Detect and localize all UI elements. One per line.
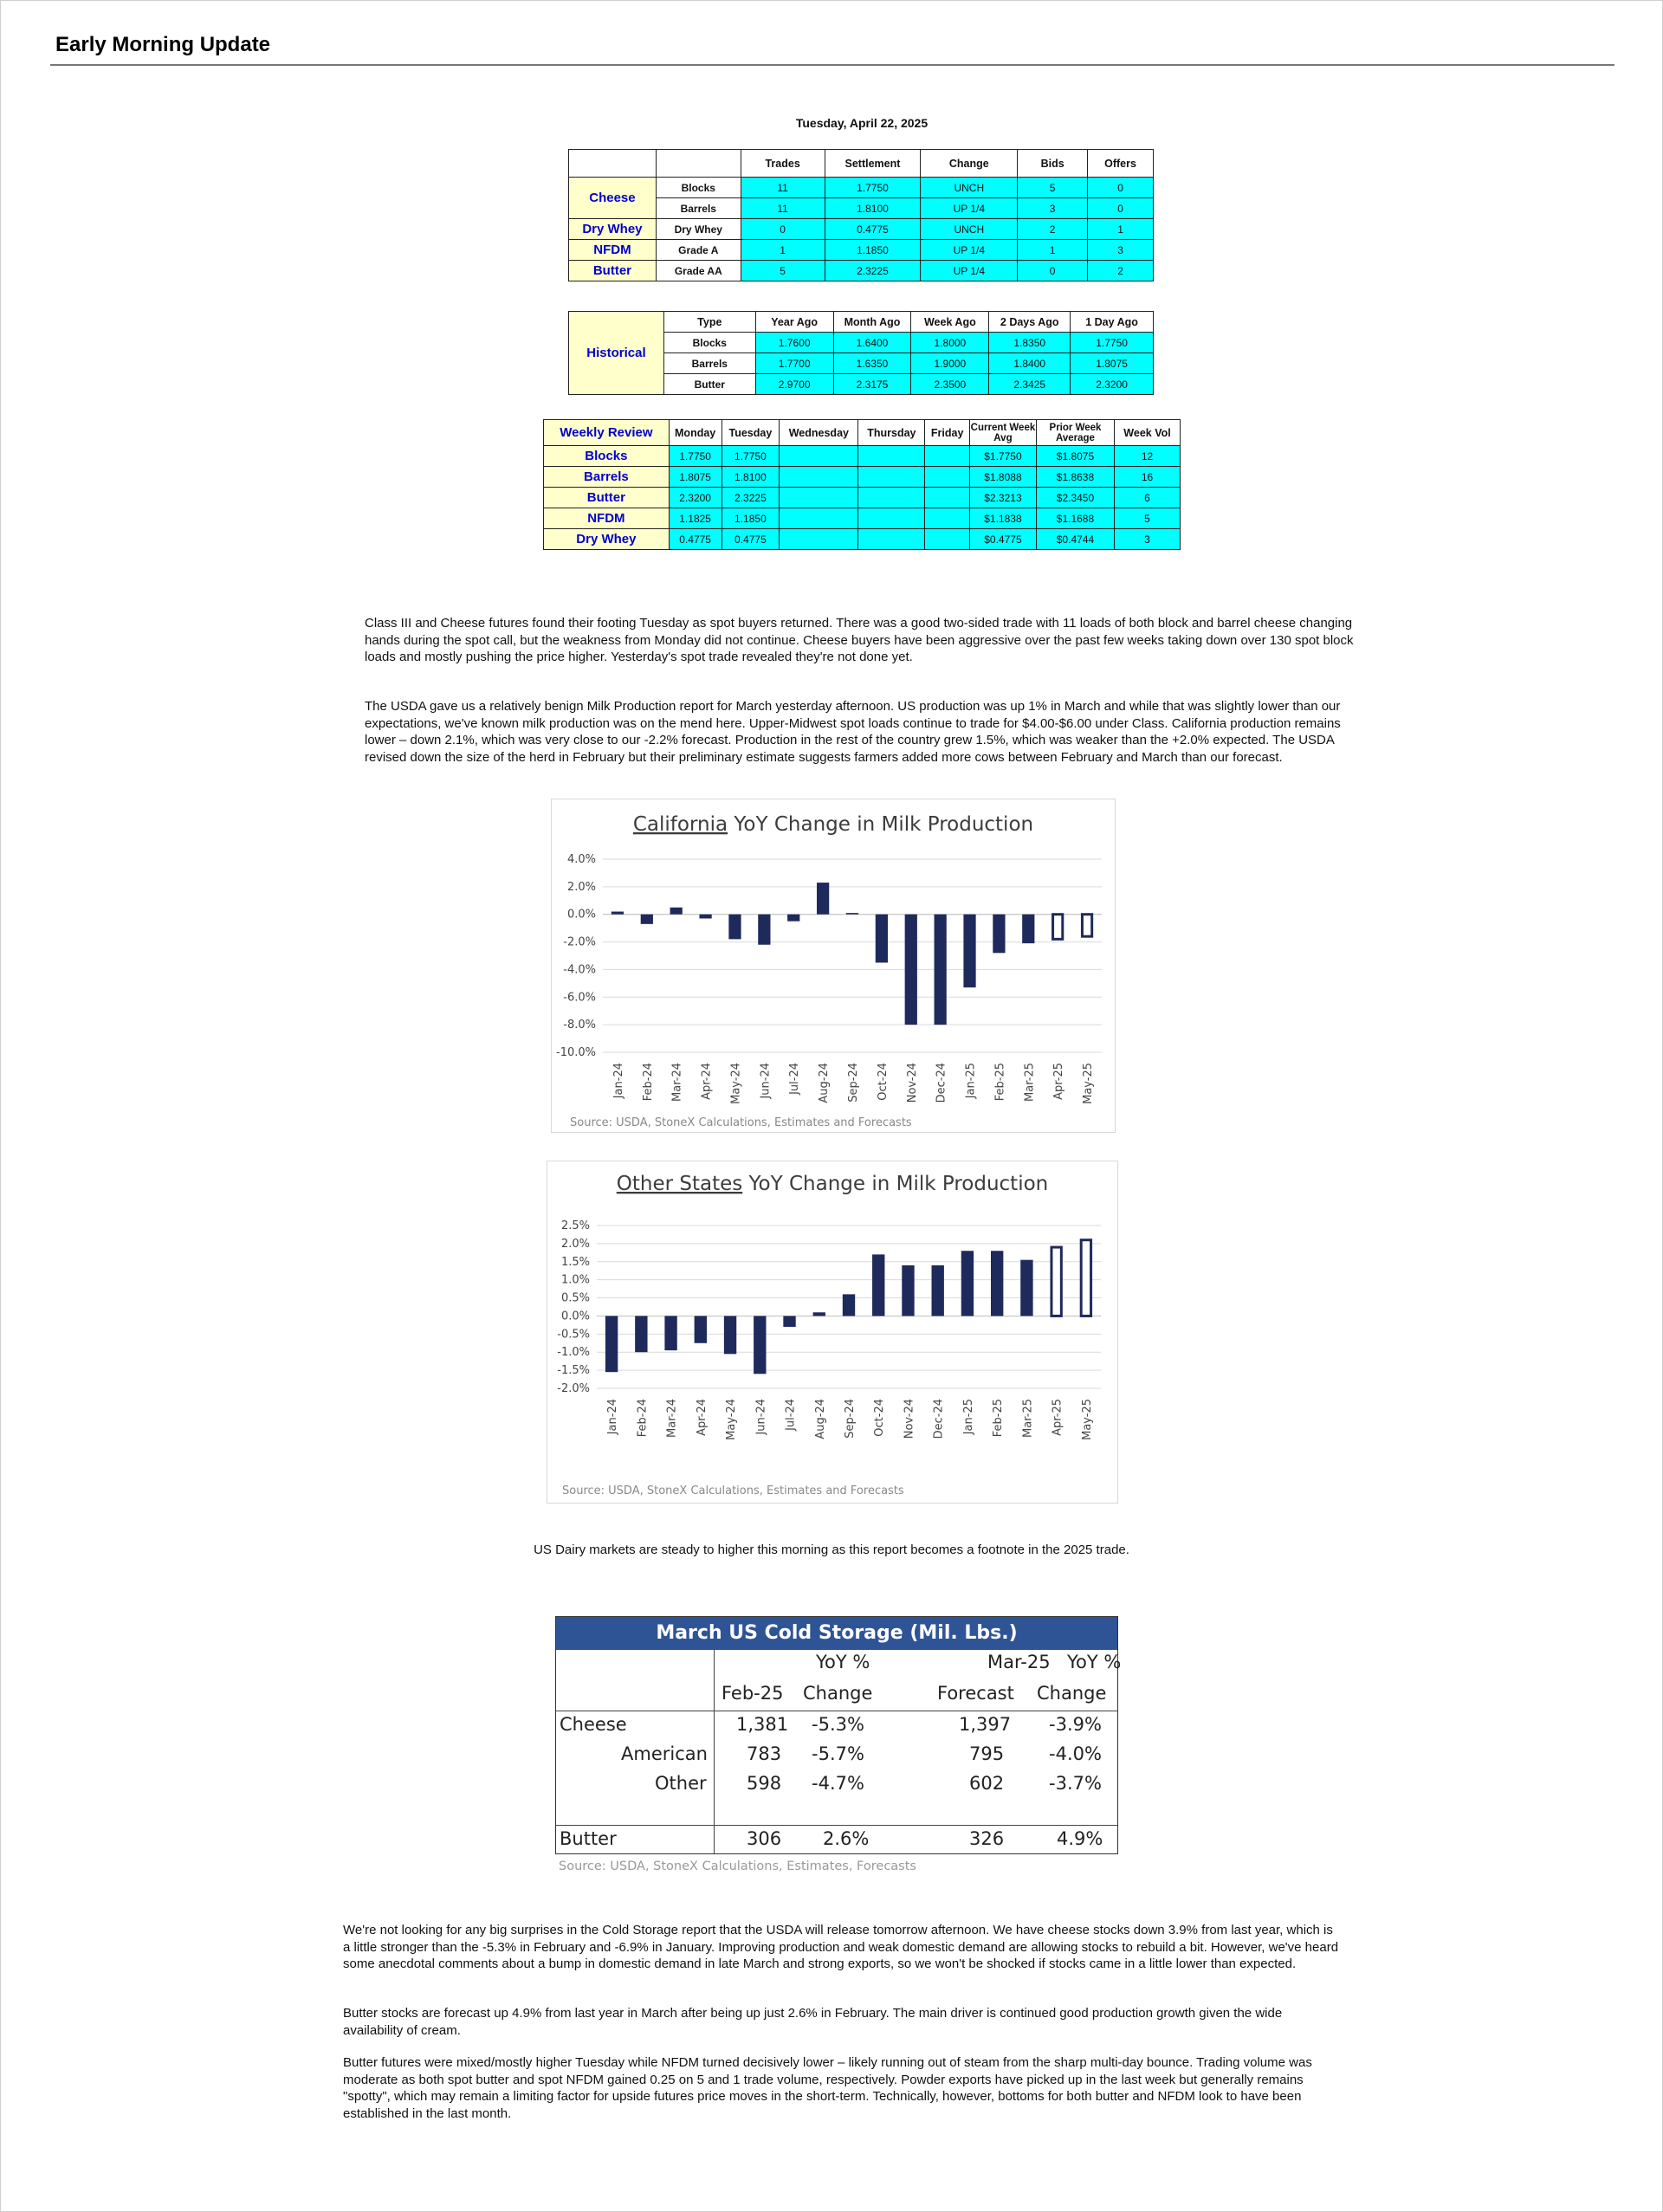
bar bbox=[695, 1316, 707, 1342]
table-cell: 5 bbox=[1115, 508, 1181, 529]
table-cell: 0.4775 bbox=[721, 529, 780, 550]
table-cell: 2.3425 bbox=[989, 374, 1071, 395]
table-cell bbox=[925, 446, 970, 467]
column-header: 1 Day Ago bbox=[1071, 312, 1154, 333]
table-cell: 2.6% bbox=[823, 1828, 870, 1849]
table-cell: $1.8088 bbox=[969, 467, 1036, 488]
header-cell: Change bbox=[803, 1683, 873, 1704]
table-cell: UP 1/4 bbox=[921, 240, 1018, 261]
row-label-butter: Butter bbox=[560, 1828, 617, 1849]
table-cell: -3.7% bbox=[1049, 1773, 1102, 1794]
header-cell: Feb-25 bbox=[721, 1683, 784, 1704]
column-header: Bids bbox=[1018, 150, 1088, 178]
row-label: Blocks bbox=[544, 446, 670, 467]
table-cell: 2.3225 bbox=[825, 261, 921, 281]
table-cell: 0.4775 bbox=[825, 219, 921, 240]
x-tick-label: Apr-25 bbox=[1052, 1063, 1066, 1100]
table-cell: 6 bbox=[1115, 488, 1181, 508]
table-cell: 5 bbox=[741, 261, 825, 281]
column-header: 2 Days Ago bbox=[989, 312, 1071, 333]
row-label: Grade AA bbox=[656, 261, 741, 281]
cold-storage-title: March US Cold Storage (Mil. Lbs.) bbox=[556, 1617, 1117, 1650]
group-label-dry-whey: Dry Whey bbox=[569, 219, 657, 240]
table-cell: $1.1838 bbox=[969, 508, 1036, 529]
header-cell: Mar-25 bbox=[987, 1652, 1051, 1672]
x-tick-label: Mar-25 bbox=[1021, 1399, 1035, 1438]
table-cell bbox=[925, 529, 970, 550]
bar bbox=[843, 1294, 855, 1316]
y-tick-label: -1.0% bbox=[557, 1346, 590, 1360]
table-cell: UNCH bbox=[921, 178, 1018, 198]
table-cell bbox=[858, 529, 925, 550]
group-label-nfdm: NFDM bbox=[569, 240, 657, 261]
california-yoy-chart bbox=[551, 799, 1116, 1133]
y-tick-label: 0.0% bbox=[560, 1310, 590, 1323]
table-cell: 4.9% bbox=[1057, 1828, 1103, 1849]
y-tick-label: -2.0% bbox=[563, 935, 596, 949]
forecast-bar bbox=[1082, 915, 1091, 936]
row-label: Blocks bbox=[656, 178, 741, 198]
table-cell: 1 bbox=[1088, 219, 1154, 240]
table-cell bbox=[780, 488, 858, 508]
bar bbox=[605, 1316, 618, 1372]
row-label-cheese: Cheese bbox=[560, 1714, 627, 1735]
table-cell: 0 bbox=[1088, 198, 1154, 219]
table-cell: $1.7750 bbox=[969, 446, 1036, 467]
group-label-cheese: Cheese bbox=[569, 178, 657, 219]
y-tick-label: 0.5% bbox=[560, 1291, 590, 1305]
table-cell: 1.1825 bbox=[669, 508, 721, 529]
column-header: Offers bbox=[1088, 150, 1154, 178]
x-tick-label: Feb-25 bbox=[993, 1063, 1007, 1102]
table-cell: 1.8000 bbox=[911, 333, 989, 353]
table-cell: -3.9% bbox=[1049, 1714, 1102, 1735]
table-cell: 1.6400 bbox=[833, 333, 911, 353]
bar bbox=[1022, 915, 1034, 943]
bar bbox=[635, 1316, 647, 1352]
column-header: Wednesday bbox=[780, 420, 858, 446]
bar bbox=[783, 1316, 795, 1327]
table-cell: 2 bbox=[1088, 261, 1154, 281]
table-cell: $2.3213 bbox=[969, 488, 1036, 508]
chart-source: Source: USDA, StoneX Calculations, Estimates and Forecasts bbox=[562, 1484, 904, 1497]
column-header: Settlement bbox=[825, 150, 921, 178]
x-tick-label: Sep-24 bbox=[847, 1063, 860, 1103]
x-tick-label: Apr-25 bbox=[1051, 1399, 1064, 1436]
x-tick-label: Jul-24 bbox=[788, 1063, 802, 1095]
x-tick-label: May-24 bbox=[725, 1399, 739, 1440]
x-tick-label: Nov-24 bbox=[903, 1399, 916, 1439]
table-cell bbox=[858, 446, 925, 467]
table-cell: 0 bbox=[1088, 178, 1154, 198]
market-table bbox=[568, 149, 1154, 281]
x-tick-label: Jun-24 bbox=[754, 1399, 768, 1435]
y-tick-label: -10.0% bbox=[556, 1046, 596, 1059]
x-tick-label: Mar-24 bbox=[665, 1399, 679, 1438]
paragraph-butter-stocks: Butter stocks are forecast up 4.9% from last year in March after being up just 2.6% in February. The main driver is continued good production growth given the wide availability of cream. bbox=[343, 2006, 1283, 2038]
paragraph-markets-steady: US Dairy markets are steady to higher this morning as this report becomes a footnote in the 2025 trade. bbox=[534, 1543, 1129, 1557]
table-cell: 0 bbox=[741, 219, 825, 240]
column-header: Friday bbox=[925, 420, 970, 446]
table-cell: 11 bbox=[741, 178, 825, 198]
row-label: Barrels bbox=[656, 198, 741, 219]
weekly-review-label: Weekly Review bbox=[544, 420, 670, 446]
bar bbox=[961, 1251, 974, 1316]
bar bbox=[611, 912, 624, 915]
chart-title: Other States YoY Change in Milk Production bbox=[616, 1173, 1049, 1195]
chart-border bbox=[547, 1161, 1118, 1504]
x-tick-label: Jun-24 bbox=[759, 1063, 773, 1099]
table-cell: 0 bbox=[1018, 261, 1088, 281]
bar bbox=[813, 1312, 825, 1316]
x-tick-label: Oct-24 bbox=[876, 1063, 890, 1101]
bar bbox=[991, 1251, 1003, 1316]
paragraph-milk-production: The USDA gave us a relatively benign Milk Production report for March yesterday afternoon. US production was up 1% in March and while that was slightly lower than our expectations, we've known milk production was on the mend here. Upper-Midwest spot loads continue to trade for $4.00-$6.00 under Class. California production remains lower – down 2.1%, which was very close to our -2.2% forecast. Production in the rest of the country grew 1.5%, which was weaker than the +2.0% expected. The USDA revised down the size of the herd in February but their preliminary estimate suggests farmers added more cows between February and March than our forecast. bbox=[365, 699, 1341, 765]
bar bbox=[872, 1254, 884, 1316]
y-tick-label: 2.0% bbox=[560, 1237, 590, 1251]
table-cell: 0.4775 bbox=[669, 529, 721, 550]
x-tick-label: Jan-25 bbox=[964, 1063, 978, 1099]
table-cell: 1.7600 bbox=[755, 333, 833, 353]
y-tick-label: -2.0% bbox=[557, 1382, 590, 1395]
paragraph-cold-storage: We're not looking for any big surprises in the Cold Storage report that the USDA will release tomorrow afternoon. We have cheese stocks down 3.9% from last year, which is a little stronger than the -5.3% in February and -6.9% in January. Improving production and weak domestic demand are allowing stocks to rebuild a bit. However, we've heard some anecdotal comments about a bump in domestic demand in late March and strong exports, so we won't be shocked if stocks came in a little lower than expected. bbox=[343, 1923, 1339, 1971]
table-cell bbox=[780, 529, 858, 550]
column-header: Current Week Avg bbox=[969, 420, 1036, 446]
y-tick-label: -6.0% bbox=[563, 991, 596, 1005]
table-cell: 1.7750 bbox=[669, 446, 721, 467]
table-cell: 326 bbox=[969, 1828, 1005, 1849]
x-tick-label: Feb-25 bbox=[992, 1399, 1006, 1438]
y-tick-label: -4.0% bbox=[563, 963, 596, 977]
column-header: Change bbox=[921, 150, 1018, 178]
table-cell bbox=[925, 508, 970, 529]
historical-table bbox=[568, 311, 1154, 395]
header-cell: Forecast bbox=[937, 1683, 1014, 1704]
row-label: NFDM bbox=[544, 508, 670, 529]
table-cell: 1.1850 bbox=[721, 508, 780, 529]
y-tick-label: -8.0% bbox=[563, 1019, 596, 1032]
table-cell: 1.1850 bbox=[825, 240, 921, 261]
y-tick-label: 1.5% bbox=[560, 1255, 590, 1269]
bar bbox=[728, 915, 741, 940]
table-cell: 16 bbox=[1115, 467, 1181, 488]
chart-title: California YoY Change in Milk Production bbox=[632, 813, 1034, 836]
table-cell: $1.8075 bbox=[1036, 446, 1114, 467]
row-label: Butter bbox=[663, 374, 755, 395]
row-label: Grade A bbox=[656, 240, 741, 261]
table-cell: -5.3% bbox=[812, 1714, 864, 1735]
column-header: Type bbox=[663, 312, 755, 333]
y-tick-label: -0.5% bbox=[557, 1328, 590, 1342]
column-header: Trades bbox=[741, 150, 825, 178]
table-cell: 783 bbox=[747, 1743, 782, 1764]
table-cell: $1.8638 bbox=[1036, 467, 1114, 488]
bar bbox=[699, 915, 711, 919]
x-tick-label: Jan-24 bbox=[606, 1399, 620, 1435]
x-tick-label: Apr-24 bbox=[700, 1063, 714, 1100]
x-tick-label: Mar-25 bbox=[1023, 1063, 1037, 1102]
x-tick-label: Oct-24 bbox=[873, 1399, 887, 1437]
market-date: Tuesday, April 22, 2025 bbox=[795, 116, 929, 130]
table-cell: 1.7750 bbox=[1071, 333, 1154, 353]
forecast-bar bbox=[1052, 1247, 1061, 1316]
table-cell: 1 bbox=[741, 240, 825, 261]
table-cell bbox=[780, 446, 858, 467]
table-cell: 598 bbox=[747, 1773, 782, 1794]
x-tick-label: Aug-24 bbox=[813, 1399, 827, 1439]
table-cell: 3 bbox=[1088, 240, 1154, 261]
x-tick-label: May-25 bbox=[1080, 1399, 1094, 1440]
bar bbox=[905, 915, 917, 1025]
table-cell bbox=[858, 488, 925, 508]
table-cell: -5.7% bbox=[812, 1743, 864, 1764]
y-tick-label: 0.0% bbox=[566, 908, 596, 922]
table-cell: 1.6350 bbox=[833, 353, 911, 374]
bar bbox=[935, 915, 947, 1025]
x-tick-label: May-25 bbox=[1082, 1063, 1096, 1104]
y-tick-label: 4.0% bbox=[566, 853, 596, 866]
table-cell: 602 bbox=[969, 1773, 1005, 1794]
bar bbox=[664, 1316, 676, 1350]
table-cell: 1.8075 bbox=[1071, 353, 1154, 374]
table-cell: $0.4775 bbox=[969, 529, 1036, 550]
table-cell: $1.1688 bbox=[1036, 508, 1114, 529]
column-header: Week Ago bbox=[911, 312, 989, 333]
table-cell: 1.7750 bbox=[721, 446, 780, 467]
other-states-yoy-chart bbox=[547, 1161, 1118, 1504]
table-cell: UP 1/4 bbox=[921, 198, 1018, 219]
x-tick-label: Feb-24 bbox=[636, 1399, 650, 1438]
table-cell bbox=[858, 467, 925, 488]
table-cell: 306 bbox=[747, 1828, 782, 1849]
row-label: Butter bbox=[544, 488, 670, 508]
row-label: Barrels bbox=[663, 353, 755, 374]
cold-storage-table bbox=[555, 1616, 1122, 1854]
header-cell: YoY % bbox=[1067, 1652, 1122, 1672]
column-header: Tuesday bbox=[721, 420, 780, 446]
row-label: Dry Whey bbox=[656, 219, 741, 240]
title-divider bbox=[50, 64, 1614, 66]
table-cell: 1,381 bbox=[736, 1714, 789, 1735]
bar bbox=[787, 915, 799, 922]
x-tick-label: Sep-24 bbox=[844, 1399, 857, 1439]
row-label-american: American bbox=[621, 1743, 708, 1764]
table-cell: 2.9700 bbox=[755, 374, 833, 395]
table-cell: UP 1/4 bbox=[921, 261, 1018, 281]
paragraph-butter-futures: Butter futures were mixed/mostly higher Tuesday while NFDM turned decisively lower – likely running out of steam from the sharp multi-day bounce. Trading volume was moderate as both spot butter and spot NFDM gained 0.25 on 5 and 1 trade volume, respectively. Powder exports have picked up in the last week but generally remains "spotty", which may remain a limiting factor for upside futures price moves in the short-term. Technically, however, bottoms for both butter and NFDM look to have been established in the last month. bbox=[343, 2055, 1312, 2121]
paragraph-futures: Class III and Cheese futures found their footing Tuesday as spot buyers returned. There was a good two-sided trade with 11 loads of both block and barrel cheese changing hands during the spot call, but the weakness from Monday did not continue. Cheese buyers have been aggressive over the past few weeks taking down over 130 spot block loads and mostly pushing the price higher. Yesterday's spot trade revealed they're not done yet. bbox=[365, 616, 1354, 664]
x-tick-label: Nov-24 bbox=[905, 1063, 919, 1103]
bar bbox=[846, 913, 858, 915]
header-cell: Change bbox=[1037, 1683, 1107, 1704]
table-cell: $0.4744 bbox=[1036, 529, 1114, 550]
cold-storage-divider bbox=[556, 1825, 1117, 1826]
row-label: Barrels bbox=[544, 467, 670, 488]
header-cell: YoY % bbox=[816, 1652, 870, 1672]
bar bbox=[993, 915, 1005, 954]
column-header: Year Ago bbox=[755, 312, 833, 333]
table-cell: 3 bbox=[1115, 529, 1181, 550]
table-cell: 1.8100 bbox=[721, 467, 780, 488]
table-cell: UNCH bbox=[921, 219, 1018, 240]
bar bbox=[902, 1265, 914, 1316]
table-cell: 1 bbox=[1018, 240, 1088, 261]
x-tick-label: Aug-24 bbox=[818, 1063, 832, 1103]
page-title: Early Morning Update bbox=[55, 33, 271, 56]
x-tick-label: Jan-25 bbox=[961, 1399, 975, 1435]
x-tick-label: Mar-24 bbox=[670, 1063, 684, 1102]
cold-storage-source: Source: USDA, StoneX Calculations, Estimates, Forecasts bbox=[559, 1860, 916, 1873]
table-cell: 1.9000 bbox=[911, 353, 989, 374]
table-cell: 12 bbox=[1115, 446, 1181, 467]
bar bbox=[817, 883, 829, 915]
x-tick-label: Apr-24 bbox=[695, 1399, 709, 1436]
table-cell: 2 bbox=[1018, 219, 1088, 240]
table-cell bbox=[858, 508, 925, 529]
column-header: Monday bbox=[669, 420, 721, 446]
x-tick-label: Dec-24 bbox=[932, 1399, 946, 1439]
bar bbox=[932, 1265, 944, 1316]
group-label-butter: Butter bbox=[569, 261, 657, 281]
bar bbox=[754, 1316, 766, 1374]
forecast-bar bbox=[1081, 1240, 1090, 1316]
table-cell: 795 bbox=[969, 1743, 1005, 1764]
table-cell: 1.8075 bbox=[669, 467, 721, 488]
table-cell: 1.8350 bbox=[989, 333, 1071, 353]
x-tick-label: Jul-24 bbox=[784, 1399, 798, 1431]
bar bbox=[876, 915, 888, 963]
bar bbox=[758, 915, 770, 945]
x-tick-label: Jan-24 bbox=[611, 1063, 625, 1099]
column-header: Prior Week Average bbox=[1036, 420, 1114, 446]
cold-storage-divider bbox=[714, 1650, 715, 1853]
table-cell: $2.3450 bbox=[1036, 488, 1114, 508]
table-cell bbox=[925, 488, 970, 508]
table-cell bbox=[780, 467, 858, 488]
y-tick-label: 2.0% bbox=[566, 880, 596, 894]
historical-label: Historical bbox=[569, 312, 664, 395]
table-cell: 2.3175 bbox=[833, 374, 911, 395]
column-header: Month Ago bbox=[833, 312, 911, 333]
table-cell: 2.3200 bbox=[669, 488, 721, 508]
row-label-other: Other bbox=[655, 1773, 707, 1794]
table-cell bbox=[925, 467, 970, 488]
bar bbox=[963, 915, 975, 987]
table-cell bbox=[780, 508, 858, 529]
x-tick-label: Dec-24 bbox=[935, 1063, 948, 1103]
row-label: Blocks bbox=[663, 333, 755, 353]
table-cell: 3 bbox=[1018, 198, 1088, 219]
table-cell: 1.8100 bbox=[825, 198, 921, 219]
row-label: Dry Whey bbox=[544, 529, 670, 550]
table-cell: 1.8400 bbox=[989, 353, 1071, 374]
x-tick-label: Feb-24 bbox=[641, 1063, 655, 1102]
table-cell: 1.7750 bbox=[825, 178, 921, 198]
weekly-review-table bbox=[543, 419, 1181, 550]
y-tick-label: 1.0% bbox=[560, 1273, 590, 1287]
table-cell: 2.3500 bbox=[911, 374, 989, 395]
forecast-bar bbox=[1053, 915, 1063, 940]
chart-source: Source: USDA, StoneX Calculations, Estimates and Forecasts bbox=[570, 1116, 912, 1129]
bar bbox=[670, 908, 683, 915]
corner-cell bbox=[656, 150, 741, 178]
bar bbox=[1020, 1260, 1032, 1316]
table-cell: 2.3200 bbox=[1071, 374, 1154, 395]
corner-cell bbox=[569, 150, 657, 178]
column-header: Week Vol bbox=[1115, 420, 1181, 446]
table-cell: 1,397 bbox=[959, 1714, 1012, 1735]
table-cell: 11 bbox=[741, 198, 825, 219]
table-cell: 5 bbox=[1018, 178, 1088, 198]
table-cell: -4.7% bbox=[812, 1773, 864, 1794]
column-header: Thursday bbox=[858, 420, 925, 446]
y-tick-label: 2.5% bbox=[560, 1219, 590, 1232]
table-cell: 1.7700 bbox=[755, 353, 833, 374]
y-tick-label: -1.5% bbox=[557, 1364, 590, 1378]
bar bbox=[724, 1316, 736, 1354]
bar bbox=[641, 915, 653, 924]
table-cell: -4.0% bbox=[1049, 1743, 1102, 1764]
table-cell: 2.3225 bbox=[721, 488, 780, 508]
x-tick-label: May-24 bbox=[729, 1063, 743, 1104]
